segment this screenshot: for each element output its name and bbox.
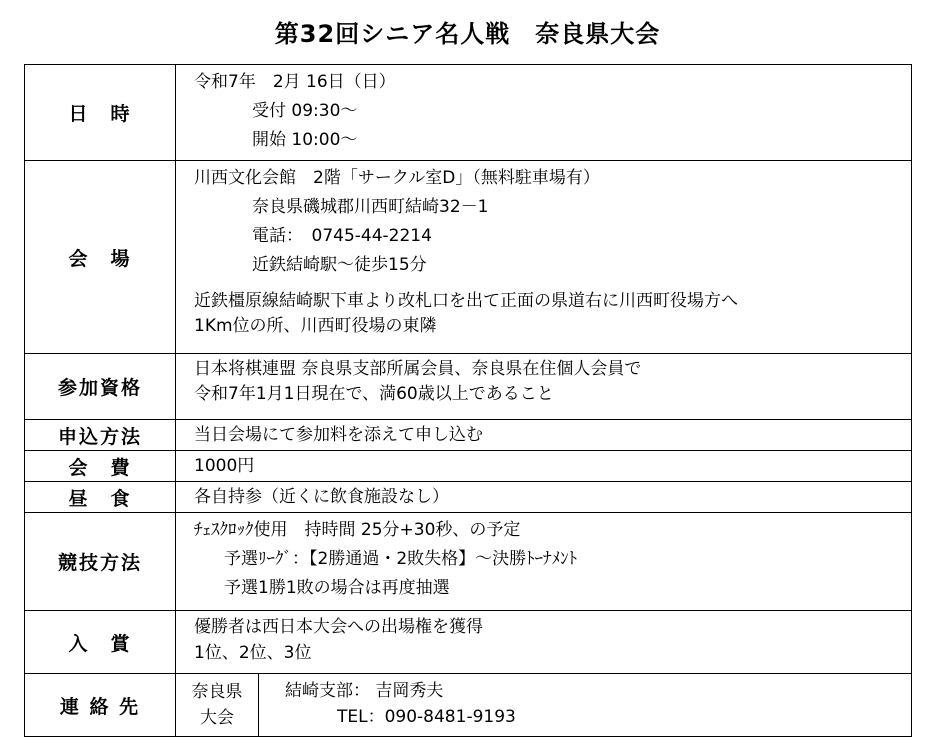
eligibility-line-2: 令和7年1月1日現在で、満60歳以上であること: [194, 384, 554, 404]
content-lunch: 各自持参（近くに飲食施設なし）: [176, 482, 912, 513]
content-prize: [176, 611, 912, 674]
prize-line-1: 優勝者は西日本大会への出場権を獲得: [194, 617, 483, 637]
label-contact: 連 絡 先: [25, 674, 176, 737]
format-clock: ﾁｪｽｸﾛｯｸ使用 持時間 25分+30秒、の予定: [194, 520, 521, 540]
venue-directions-2: 1Km位の所、川西町役場の東隣: [194, 316, 437, 336]
start-time: 開始 10:00～: [252, 130, 358, 150]
label-venue: 会 場: [25, 161, 176, 354]
row-lunch: [25, 482, 912, 513]
format-league: 予選ﾘｰｸﾞ：【2勝通過・2敗失格】～決勝ﾄｰﾅﾒﾝﾄ: [224, 549, 578, 569]
venue-phone: 電話： 0745-44-2214: [252, 226, 432, 246]
content-eligibility: [176, 354, 912, 420]
contact-org: [176, 674, 259, 736]
label-lunch: 昼 食: [25, 482, 176, 513]
label-format: 競技方法: [25, 513, 176, 611]
contact-org-line-1: 奈良県: [191, 682, 243, 702]
date-text: 令和7年 2月 16日（日）: [194, 72, 396, 92]
row-date: [25, 65, 912, 161]
contact-person: 結崎支部： 吉岡秀夫: [285, 681, 444, 701]
content-fee: 1000円: [176, 451, 912, 482]
row-format: [25, 513, 912, 611]
format-tiebreak: 予選1勝1敗の場合は再度抽選: [224, 578, 450, 598]
venue-access: 近鉄結崎駅～徒歩15分: [252, 255, 427, 275]
row-application: [25, 420, 912, 451]
contact-tel: TEL：090-8481-9193: [337, 707, 516, 727]
label-prize: 入 賞: [25, 611, 176, 674]
venue-address: 奈良県磯城郡川西町結崎32－1: [252, 197, 489, 217]
row-fee: [25, 451, 912, 482]
row-eligibility: [25, 354, 912, 420]
reception-time: 受付 09:30～: [252, 101, 358, 121]
eligibility-line-1: 日本将棋連盟 奈良県支部所属会員、奈良県在住個人会員で: [194, 359, 642, 379]
contact-inner-table: [176, 674, 911, 736]
venue-name: 川西文化会館 2階「サークル室D」（無料駐車場有）: [194, 168, 600, 188]
content-venue: [176, 161, 912, 354]
row-venue: [25, 161, 912, 354]
prize-line-2: 1位、2位、3位: [194, 643, 312, 663]
content-application: 当日会場にて参加料を添えて申し込む: [176, 420, 912, 451]
contact-detail: [259, 674, 912, 736]
page-title: 第32回シニア名人戦 奈良県大会: [274, 20, 661, 48]
content-contact: [176, 674, 912, 737]
label-fee: 会 費: [25, 451, 176, 482]
label-date: 日 時: [25, 65, 176, 161]
label-application: 申込方法: [25, 420, 176, 451]
content-date: [176, 65, 912, 161]
event-info-table: [24, 64, 912, 737]
row-prize: [25, 611, 912, 674]
row-contact: [25, 674, 912, 737]
label-eligibility: 参加資格: [25, 354, 176, 420]
venue-directions-1: 近鉄橿原線結崎駅下車より改札口を出て正面の県道右に川西町役場方へ: [194, 291, 738, 311]
contact-org-line-2: 大会: [200, 708, 234, 728]
content-format: [176, 513, 912, 611]
